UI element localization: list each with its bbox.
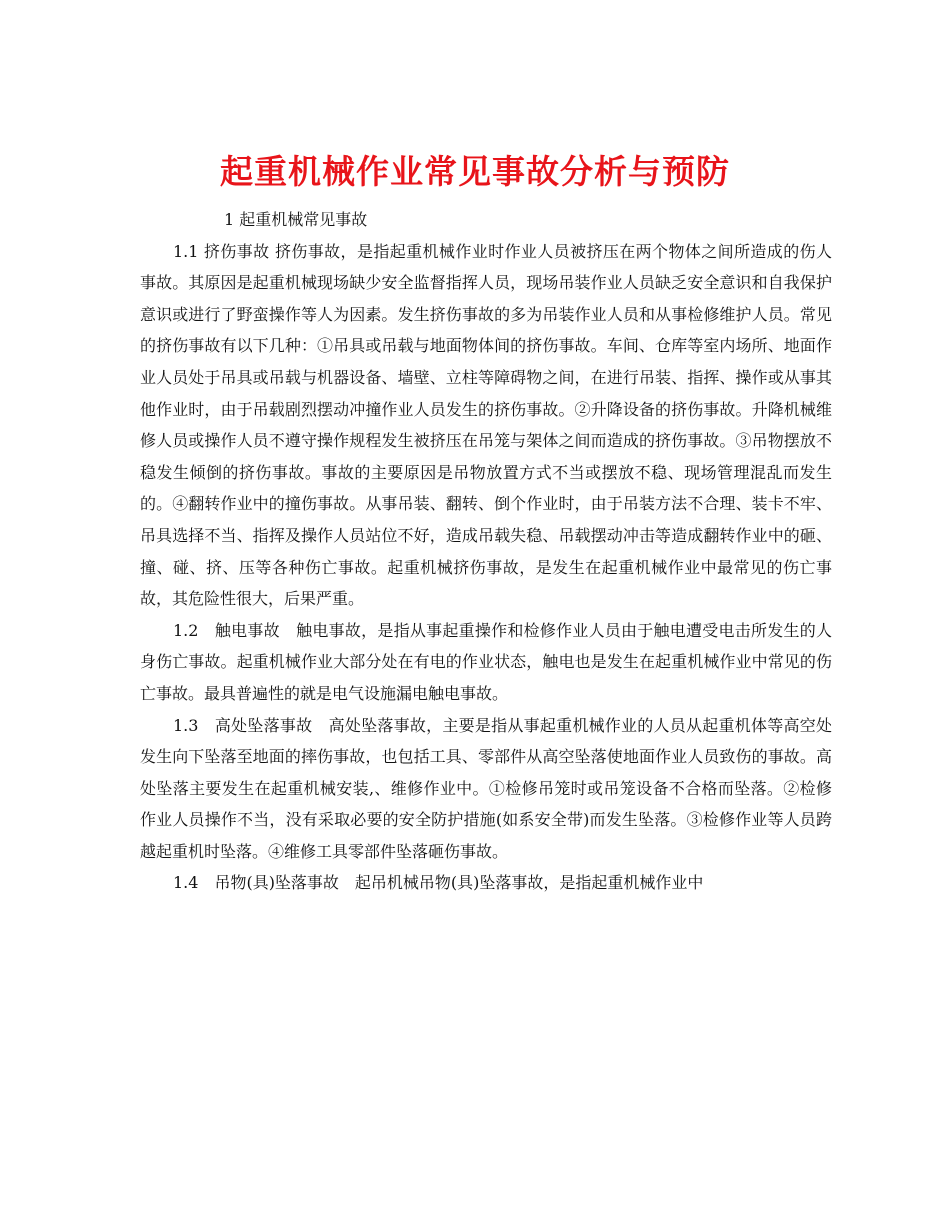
- paragraph-crush-accident: 1.1 挤伤事故 挤伤事故，是指起重机械作业时作业人员被挤压在两个物体之间所造成的伤人事故。其原因是起重机械现场缺少安全监督指挥人员，现场吊装作业人员缺乏安全意识和自我保护意识或进行了野蛮操作等人为因素。发生挤伤事故的多为吊装作业人员和从事检修维护人员。常见的挤伤事故有以下几种：①吊具或吊载与地面物体间的挤伤事故。车间、仓库等室内场所、地面作业人员处于吊具或吊载与机器设备、墙壁、立柱等障碍物之间，在进行吊装、指挥、操作或从事其他作业时，由于吊载剧烈摆动冲撞作业人员发生的挤伤事故。②升降设备的挤伤事故。升降机械维修人员或操作人员不遵守操作规程发生被挤压在吊笼与架体之间而造成的挤伤事故。③吊物摆放不稳发生倾倒的挤伤事故。事故的主要原因是吊物放置方式不当或摆放不稳、现场管理混乱而发生的。④翻转作业中的撞伤事故。从事吊装、翻转、倒个作业时，由于吊装方法不合理、装卡不牢、吊具选择不当、指挥及操作人员站位不好，造成吊载失稳、吊载摆动冲击等造成翻转作业中的砸、撞、碰、挤、压等各种伤亡事故。起重机械挤伤事故，是发生在起重机械作业中最常见的伤亡事故，其危险性很大，后果严重。: [140, 241, 832, 609]
- document-body: [140, 204, 832, 899]
- paragraph-fall-from-height-accident: 1.3 高处坠落事故 高处坠落事故，主要是指从事起重机械作业的人员从起重机体等高空处发生向下坠落至地面的摔伤事故，也包括工具、零部件从高空坠落使地面作业人员致伤的事故。高处坠落主要发生在起重机械安装,、维修作业中。①检修吊笼时或吊笼设备不合格而坠落。②检修作业人员操作不当，没有采取必要的安全防护措施(如系安全带)而发生坠落。③检修作业等人员跨越起重机时坠落。④维修工具零部件坠落砸伤事故。: [140, 715, 832, 861]
- paragraph-falling-load-accident: 1.4 吊物(具)坠落事故 起吊机械吊物(具)坠落事故，是指起重机械作业中: [173, 873, 704, 893]
- section-heading: 1 起重机械常见事故: [224, 210, 368, 229]
- paragraph-electric-shock-accident: 1.2 触电事故 触电事故，是指从事起重操作和检修作业人员由于触电遭受电击所发生的人身伤亡事故。起重机械作业大部分处在有电的作业状态，触电也是发生在起重机械作业中常见的伤亡事故。最具普遍性的就是电气设施漏电触电事故。: [140, 620, 832, 703]
- document-title: 起重机械作业常见事故分析与预防: [220, 152, 730, 192]
